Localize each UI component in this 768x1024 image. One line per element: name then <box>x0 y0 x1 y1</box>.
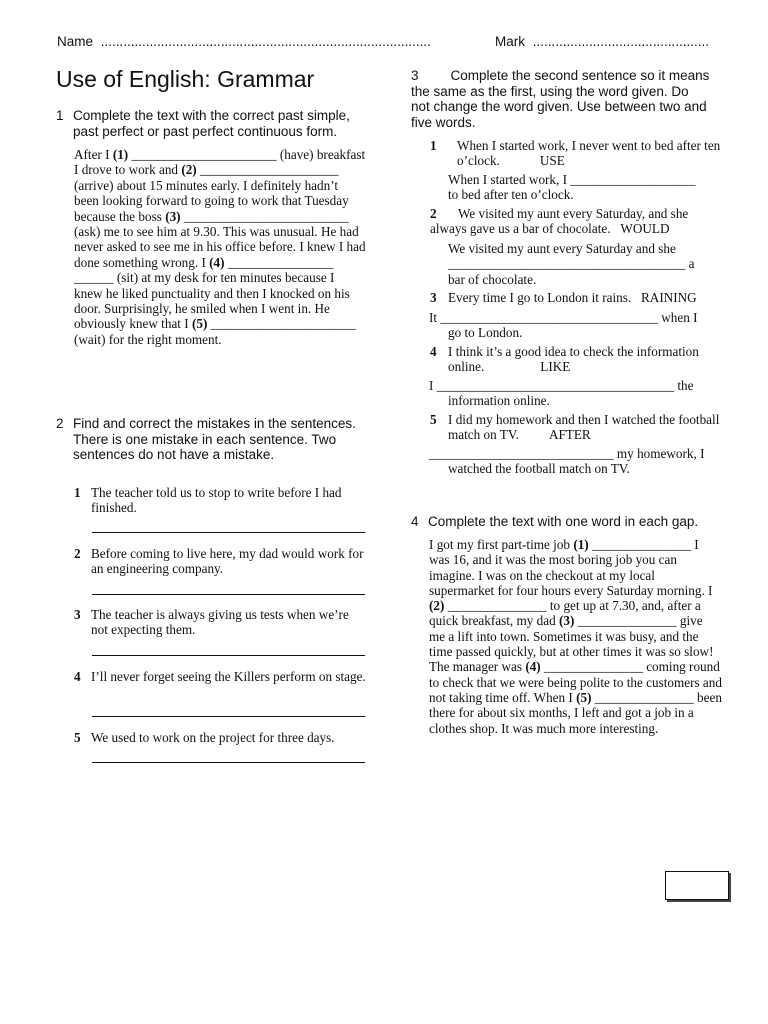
answer-prompt[interactable] <box>429 446 721 477</box>
instruction-text: Find and correct the mistakes in the sentences. There is one mistake in each sentence. Two sentences do not have a mistake. <box>73 416 356 462</box>
key-word: WOULD <box>620 221 670 237</box>
item-sentence-wrap <box>457 138 722 169</box>
exercise-number: 4 <box>411 514 419 529</box>
gap-number-4: (4) <box>525 659 541 675</box>
exercise-2-item-4 <box>74 669 366 684</box>
exercise-3-item-4 <box>430 344 722 375</box>
exercise-4-instruction <box>411 514 731 530</box>
answer-text: When I started work, I ___________________ <box>448 172 696 187</box>
exercise-number: 2 <box>56 416 64 431</box>
item-number: 3 <box>74 607 81 622</box>
text-part: After I <box>74 147 113 162</box>
item-sentence-wrap <box>448 412 722 443</box>
mark-dots: ............................................... <box>532 34 710 49</box>
item-sentence: We visited my aunt every Saturday, and she always gave us a bar of chocolate. <box>430 206 689 237</box>
gap-number-3: (3) <box>165 208 181 224</box>
answer-line[interactable] <box>92 532 365 533</box>
answer-prompt[interactable] <box>429 378 721 409</box>
item-sentence: Every time I go to London it rains. <box>448 290 632 305</box>
mark-field[interactable] <box>495 34 709 49</box>
answer-text: I ____________________________________ the <box>429 378 694 393</box>
exercise-3-item-1 <box>430 138 722 169</box>
score-box[interactable] <box>665 871 729 900</box>
text-part: _____________________ (arrive) about 15 minutes early. I definitely hadn’t been looking forward to going to work that Tuesday because the boss <box>74 162 349 224</box>
answer-text: We visited my aunt every Saturday and she <box>448 241 676 256</box>
key-word: LIKE <box>540 359 571 375</box>
text-part: _______________ give me a lift into town. Sometimes it was busy, and the time passed quickly, but at other times it was so slow! The manager was <box>429 613 714 675</box>
instruction-body: Complete the second sentence so it means the same as the first, using the word given. Do not change the word given. Use between two and five words. <box>411 68 710 130</box>
gap-number-4: (4) <box>209 254 225 270</box>
item-sentence: When I started work, I never went to bed after ten o’clock. <box>457 138 721 169</box>
exercise-4-text[interactable] <box>429 537 722 736</box>
item-text: The teacher is always giving us tests when we’re not expecting them. <box>91 607 349 638</box>
instruction-text <box>411 68 711 130</box>
text-part: _________________________ (ask) me to see him at 9.30. This was unusual. He had never asked to see me in his office before. I knew I had done something wrong. I <box>74 208 366 270</box>
key-word: RAINING <box>641 290 697 305</box>
exercise-3-instruction <box>411 68 711 130</box>
answer-line[interactable] <box>92 594 365 595</box>
item-text: I’ll never forget seeing the Killers perform on stage. <box>91 669 366 684</box>
text-part: ______________________ (wait) for the right moment. <box>74 316 356 347</box>
mark-label: Mark <box>495 34 525 49</box>
instruction-text: Complete the text with one word in each gap. <box>428 514 699 529</box>
item-number: 1 <box>74 485 81 500</box>
item-number: 2 <box>430 206 437 221</box>
exercise-number: 3 <box>411 68 419 83</box>
item-sentence-wrap <box>448 290 722 305</box>
item-number: 3 <box>430 290 437 305</box>
item-sentence-wrap <box>448 344 722 375</box>
item-text: The teacher told us to stop to write before I had finished. <box>91 485 342 516</box>
item-number: 2 <box>74 546 81 561</box>
answer-text: ____________________________ my homework, I <box>429 446 705 461</box>
answer-text: It _________________________________ when I <box>429 310 698 325</box>
answer-text: ____________________________________ a <box>448 256 695 272</box>
answer-text: go to London. <box>448 325 523 341</box>
answer-prompt[interactable] <box>429 310 721 341</box>
exercise-2-item-5 <box>74 730 366 745</box>
item-sentence-wrap <box>430 206 722 237</box>
gap-number-5: (5) <box>191 316 208 332</box>
exercise-2-instruction <box>56 416 356 463</box>
exercise-3-item-3 <box>430 290 722 305</box>
key-word: USE <box>539 153 565 169</box>
exercise-3-item-5 <box>430 412 722 443</box>
answer-line[interactable] <box>92 762 365 763</box>
item-number: 5 <box>74 730 81 745</box>
item-sentence: I think it’s a good idea to check the information online. <box>448 344 699 375</box>
answer-prompt[interactable] <box>448 172 740 203</box>
text-part: ______________________ (have) breakfast I drove to work and <box>74 147 366 178</box>
name-field[interactable] <box>57 34 431 49</box>
answer-text: information online. <box>448 393 550 409</box>
answer-text: bar of chocolate. <box>448 271 537 287</box>
item-number: 4 <box>74 669 81 684</box>
item-text: We used to work on the project for three days. <box>91 730 335 745</box>
answer-text: to bed after ten o’clock. <box>448 187 574 203</box>
item-number: 5 <box>430 412 437 427</box>
answer-text: watched the football match on TV. <box>448 461 630 477</box>
exercise-2-item-3 <box>74 607 366 638</box>
gap-number-5: (5) <box>576 689 592 705</box>
exercise-2-item-1 <box>74 485 366 516</box>
answer-line[interactable] <box>92 655 365 656</box>
exercise-1-text[interactable] <box>74 147 366 347</box>
text-part: ________________ ______ (sit) at my desk for ten minutes because I knew he liked punctuality and then I knocked on his door. Surprisingly, he smiled when I went in. He obviously knew that I <box>74 254 350 332</box>
exercise-1-instruction <box>56 108 371 139</box>
gap-number-2: (2) <box>429 598 445 614</box>
name-dots: ........................................................................................ <box>100 34 431 49</box>
item-text: Before coming to live here, my dad would work for an engineering company. <box>91 546 364 577</box>
text-part: _______________ to get up at 7.30, and, after a quick breakfast, my dad <box>429 598 701 629</box>
item-sentence: I did my homework and then I watched the football match on TV. <box>448 412 720 443</box>
text-part: _______________ I was 16, and it was the most boring job you can imagine. I was on the checkout at my local supermarket for four hours every Saturday morning. I <box>429 537 713 598</box>
exercise-3-item-2 <box>430 206 722 237</box>
item-number: 1 <box>430 138 437 153</box>
item-number: 4 <box>430 344 437 359</box>
text-part: _______________ coming round to check that we were being polite to the customers and not taking time off. When I <box>429 659 722 705</box>
name-label: Name <box>57 34 94 49</box>
answer-line[interactable] <box>92 716 365 717</box>
answer-prompt[interactable] <box>448 241 740 287</box>
text-part: _______________ been there for about six months, I left and got a job in a clothes shop. It was much more interesting. <box>429 689 722 736</box>
gap-number-3: (3) <box>559 613 575 629</box>
gap-number-1: (1) <box>573 537 589 552</box>
exercise-2-item-2 <box>74 546 366 577</box>
instruction-text: Complete the text with the correct past simple, past perfect or past perfect continuous form. <box>73 108 350 139</box>
key-word: AFTER <box>548 427 591 443</box>
exercise-number: 1 <box>56 108 64 123</box>
page-title: Use of English: Grammar <box>56 66 315 92</box>
gap-number-2: (2) <box>181 162 197 178</box>
gap-number-1: (1) <box>112 147 129 162</box>
text-part: I got my first part-time job <box>429 537 574 552</box>
